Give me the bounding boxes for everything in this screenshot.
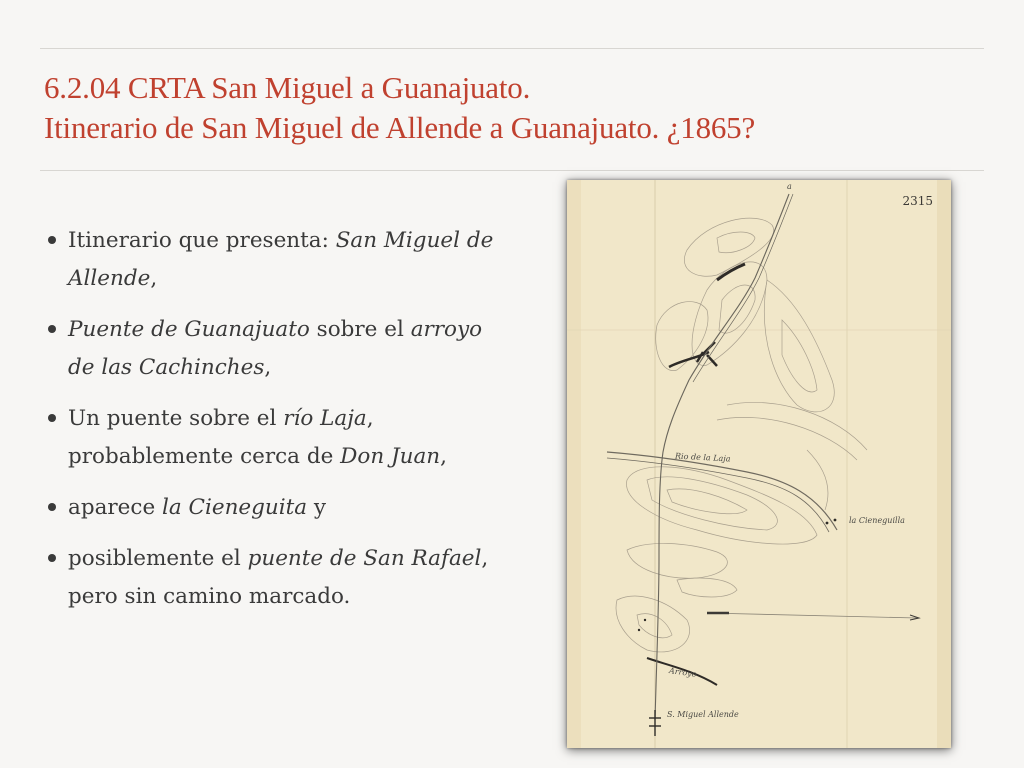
map-label-arroyo: Arroyo <box>668 666 698 679</box>
bullet-dot <box>48 414 56 422</box>
bullet-dot <box>48 503 56 511</box>
map-drawing <box>567 180 951 748</box>
bullet-item <box>44 222 514 298</box>
bullet-item <box>44 400 514 476</box>
top-divider <box>40 48 984 49</box>
title-divider <box>40 170 984 171</box>
map-label-san-miguel: S. Miguel Allende <box>667 710 739 719</box>
slide-title <box>44 68 984 148</box>
bullet-text: sobre el <box>309 317 411 342</box>
bullet-text: Un puente sobre el <box>68 406 284 431</box>
map-label-rio-laja: Rio de la Laja <box>674 451 731 464</box>
bullet-text: aparece <box>68 495 162 520</box>
historic-map-image <box>567 180 951 748</box>
bullet-text: , <box>150 266 158 291</box>
bullet-dot <box>48 554 56 562</box>
bullet-item <box>44 311 514 387</box>
bullet-text-italic: arroyo de las Cachinches <box>68 317 483 380</box>
bullet-text-italic: Don Juan <box>340 444 441 469</box>
bullet-text-italic: Puente de Guanajuato <box>68 317 310 342</box>
map-label-cieneguita: la Cieneguilla <box>849 516 905 525</box>
bullet-text-italic: puente de San Rafael <box>247 546 482 571</box>
map-catalog-number: 2315 <box>902 194 933 208</box>
bullet-dot <box>48 236 56 244</box>
bullet-text-italic: la Cieneguita <box>162 495 308 520</box>
bullet-text: y <box>307 495 327 520</box>
bullet-item <box>44 489 514 527</box>
title-line-1: 6.2.04 CRTA San Miguel a Guanajuato. <box>44 70 531 105</box>
bullet-text: , pero sin camino marcado. <box>68 546 489 609</box>
title-line-2: Itinerario de San Miguel de Allende a Guanajuato. ¿1865? <box>44 110 756 145</box>
bullet-text: , probablemente cerca de <box>68 406 374 469</box>
bullet-dot <box>48 325 56 333</box>
bullet-item <box>44 540 514 616</box>
bullet-text-italic: San Miguel de Allende <box>68 228 494 291</box>
bullet-text: posiblemente el <box>68 546 248 571</box>
bullet-text: , <box>440 444 447 469</box>
map-top-mark: a <box>787 182 792 191</box>
bullet-text-italic: río Laja <box>283 406 367 431</box>
bullet-text: , <box>264 355 272 380</box>
bullet-text: Itinerario que presenta: <box>68 228 336 253</box>
bullet-list <box>44 222 514 629</box>
